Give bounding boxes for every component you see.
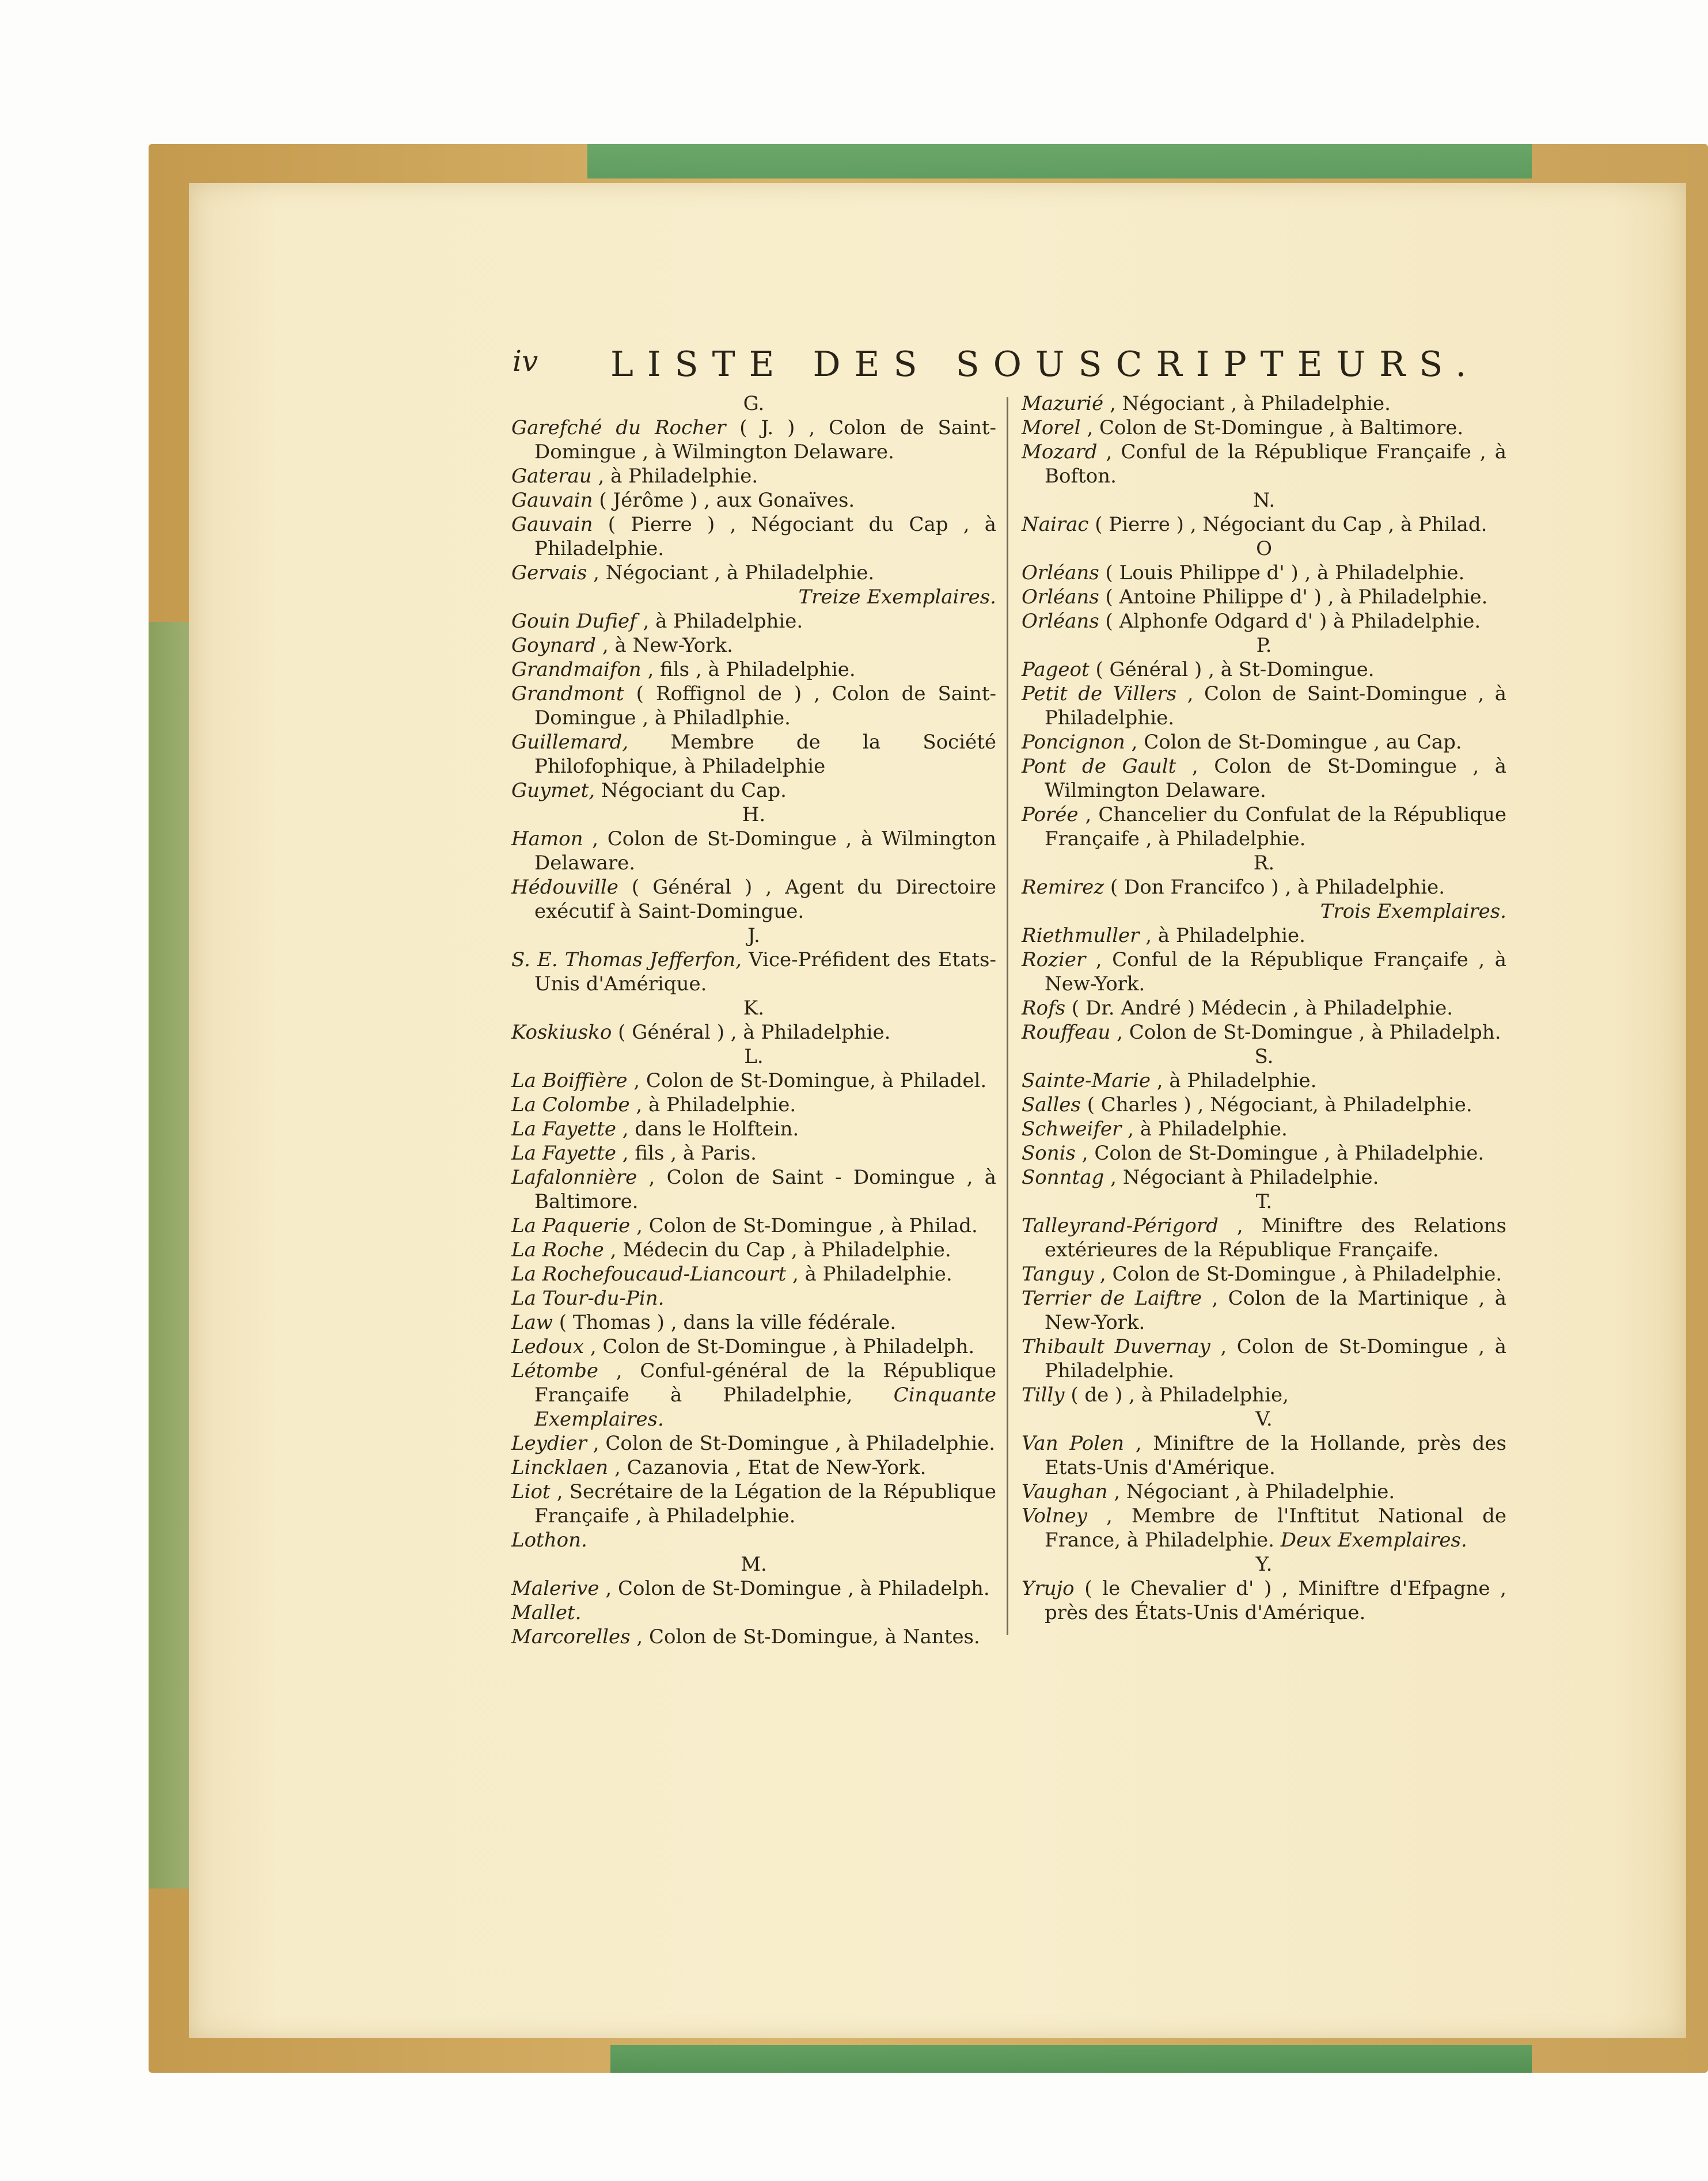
subscriber-name: Mozard [1022, 440, 1098, 463]
subscriber-entry [1022, 1165, 1506, 1190]
subscriber-entry [511, 1262, 996, 1286]
subscriber-details: , Membre de l'Inftitut National de France, à Philadelphie. [1045, 1504, 1506, 1552]
subscriber-details: , à Philadelphie. [636, 610, 803, 633]
subscriber-details: , Conful de la République Françaife , à Bofton. [1045, 440, 1506, 488]
subscriber-details: , Miniftre de la Hollande, près des Etats-Unis d'Amérique. [1045, 1432, 1506, 1479]
subscriber-name: Salles [1022, 1093, 1081, 1116]
subscriber-entry [1022, 996, 1506, 1020]
subscriber-details: ( Général ) , Agent du Directoire exécutif à Saint-Domingue. [534, 876, 996, 923]
subscriber-details: , Secrétaire de la Légation de la République Françaife , à Philadelphie. [534, 1480, 996, 1528]
subscriber-details: , à Philadelphie. [1139, 924, 1305, 947]
subscriber-name: Liot [511, 1480, 551, 1503]
subscriber-entry [511, 1431, 996, 1456]
subscriber-name: La Rochefoucaud-Liancourt [511, 1263, 787, 1286]
subscriber-details: , fils , à Paris. [616, 1142, 757, 1165]
subscriber-name: Hédouville [511, 876, 618, 899]
subscriber-details: , fils , à Philadelphie. [641, 658, 856, 681]
subscriber-name: Gouin Dufief [511, 610, 637, 633]
subscriber-details: ( Thomas ) , dans la ville fédérale. [552, 1311, 897, 1334]
subscriber-entry [511, 1335, 996, 1359]
subscriber-name: Létombe [511, 1359, 598, 1382]
subscriber-details: Négociant du Cap. [595, 779, 787, 802]
subscriber-name: Mazurié [1022, 392, 1104, 415]
subscriber-details: , Colon de St-Domingue , au Cap. [1125, 731, 1462, 754]
subscriber-entry [511, 561, 996, 585]
subscriber-name: Morel [1022, 416, 1081, 439]
subscriber-entry [1022, 1093, 1506, 1117]
subscriber-entry [1022, 875, 1506, 899]
subscriber-entry [511, 1480, 996, 1528]
subscriber-details: , Colon de St-Domingue , à Philad. [630, 1214, 978, 1237]
copies-note: Trois Exemplaires. [1320, 900, 1506, 923]
subscriber-entry [1022, 1020, 1506, 1044]
subscriber-name: Remirez [1022, 876, 1104, 899]
subscriber-details: ( J. ) , Colon de Saint-Domingue , à Wilmington Delaware. [534, 416, 997, 463]
subscriber-name: Sonntag [1022, 1166, 1104, 1189]
subscriber-details: ( Général ) , à Philadelphie. [612, 1021, 891, 1044]
subscriber-name: Marcorelles [511, 1625, 631, 1648]
subscriber-entry [1022, 440, 1506, 488]
section-letter: Y. [1255, 1553, 1273, 1576]
subscriber-name: Pageot [1022, 658, 1090, 681]
section-letter: R. [1253, 852, 1275, 875]
column-divider [1007, 397, 1008, 1635]
subscriber-details: , Colon de St-Domingue , à Philadelphie. [1045, 1335, 1507, 1382]
subscriber-details: , à Philadelphie. [629, 1093, 796, 1116]
page-number: iv [513, 344, 538, 378]
subscriber-name: Volney [1022, 1504, 1088, 1528]
subscriber-name: Pont de Gault [1022, 755, 1176, 778]
copies-note: Treize Exemplaires. [798, 586, 996, 609]
subscriber-details: , à Philadelphie. [1150, 1069, 1317, 1092]
subscriber-details: ( Louis Philippe d' ) , à Philadelphie. [1099, 561, 1465, 584]
subscriber-entry [511, 609, 996, 633]
subscriber-entry [511, 778, 996, 803]
subscriber-entry [1022, 1576, 1506, 1625]
subscriber-details: , Colon de St-Domingue , à Philadelph. [1110, 1021, 1501, 1044]
subscriber-name: Petit de Villers [1022, 682, 1177, 705]
subscriber-details: Vice-Préfident des Etats-Unis d'Amérique. [534, 948, 996, 995]
subscriber-entry [511, 488, 996, 512]
subscriber-entry [1022, 1335, 1506, 1383]
subscriber-name: La Boiffière [511, 1069, 628, 1092]
subscriber-entry [511, 1238, 996, 1262]
copies-note: Cinquante Exemplaires. [534, 1384, 996, 1431]
subscriber-details: , Négociant , à Philadelphie. [1107, 1480, 1395, 1503]
subscriber-entry [1022, 1262, 1506, 1286]
subscriber-name: La Paquerie [511, 1214, 631, 1237]
subscriber-details: , Négociant à Philadelphie. [1104, 1166, 1379, 1189]
subscriber-details: ( Charles ) , Négociant, à Philadelphie. [1080, 1093, 1472, 1116]
subscriber-details: ( Roffignol de ) , Colon de Saint-Domingue , à Philadlphie. [534, 682, 996, 729]
subscriber-details: , Colon de Saint-Domingue , à Philadelphie. [1045, 682, 1506, 729]
subscriber-entry [1022, 1504, 1506, 1552]
subscriber-name: Orléans [1022, 561, 1099, 584]
page-title: LISTE DES SOUSCRIPTEURS. [610, 344, 1481, 385]
copies-note: Deux Exemplaires. [1280, 1529, 1467, 1552]
subscriber-entry [511, 1576, 996, 1601]
subscriber-entry [511, 1117, 996, 1141]
subscriber-name: Lafalonnière [511, 1166, 637, 1189]
subscriber-name: Hamon [511, 827, 583, 850]
subscriber-name: Talleyrand-Périgord [1022, 1214, 1219, 1237]
subscriber-details: , Colon de St-Domingue , à Philadelph. [599, 1577, 990, 1600]
section-letter: V. [1255, 1408, 1273, 1431]
subscriber-details: ( Antoine Philippe d' ) , à Philadelphie. [1099, 586, 1488, 609]
subscriber-details: ( le Chevalier d' ) , Miniftre d'Efpagne , près des États-Unis d'Amérique. [1045, 1577, 1506, 1624]
subscriber-details: ( Général ) , à St-Domingue. [1089, 658, 1375, 681]
subscriber-details: , Colon de St-Domingue , à Baltimore. [1080, 416, 1464, 439]
subscriber-name: Ledoux [511, 1335, 584, 1358]
subscriber-details: ( Alphonfe Odgard d' ) à Philadelphie. [1099, 610, 1481, 633]
subscriber-name: Gervais [511, 561, 587, 584]
section-letter: G. [743, 392, 765, 415]
subscriber-name: La Colombe [511, 1093, 630, 1116]
subscriber-name: Sonis [1022, 1142, 1076, 1165]
subscriber-details: ( Pierre ) , Négociant du Cap , à Philadelphie. [534, 513, 996, 560]
subscriber-entry [511, 875, 996, 924]
subscriber-name: Tilly [1022, 1384, 1065, 1407]
subscriber-name: La Roche [511, 1238, 604, 1262]
section-letter: N. [1252, 489, 1276, 512]
cover-green-edge-bottom [610, 2045, 1532, 2073]
subscriber-entry [1022, 1383, 1506, 1407]
subscriber-details: , à New-York. [596, 634, 733, 657]
subscriber-name: Orléans [1022, 610, 1099, 633]
subscriber-entry [1022, 658, 1506, 682]
subscriber-details: , Négociant , à Philadelphie. [1103, 392, 1391, 415]
subscriber-entry [1022, 803, 1506, 851]
subscriber-details: , Colon de St-Domingue , à Wilmington Delaware. [534, 827, 996, 875]
subscriber-name: Guymet, [511, 779, 595, 802]
section-letter: M. [741, 1553, 767, 1576]
subscriber-entry [1022, 512, 1506, 537]
subscriber-entry [511, 1093, 996, 1117]
subscriber-entry [511, 1359, 996, 1431]
subscriber-entry [1022, 1431, 1506, 1480]
subscriber-details: , Miniftre des Relations extérieures de la République Françaife. [1045, 1214, 1506, 1262]
subscriber-name: Yrujo [1022, 1577, 1075, 1600]
subscriber-details: , Médecin du Cap , à Philadelphie. [604, 1238, 951, 1262]
subscriber-name: Mallet. [511, 1601, 582, 1624]
subscriber-entry [1022, 1286, 1506, 1335]
subscriber-entry [511, 1214, 996, 1238]
subscriber-details: ( Dr. André ) Médecin , à Philadelphie. [1065, 997, 1453, 1020]
subscriber-name: Rouffeau [1022, 1021, 1111, 1044]
subscriber-details: , Colon de St-Domingue , à Wilmington Delaware. [1045, 755, 1506, 802]
subscriber-details: , Chancelier du Confulat de la République Françaife , à Philadelphie. [1045, 803, 1506, 850]
subscriber-details: , Conful-général de la République Françaife à Philadelphie, [534, 1359, 996, 1407]
left-column [511, 392, 996, 1649]
subscriber-name: Riethmuller [1022, 924, 1140, 947]
subscriber-entry [1022, 561, 1506, 585]
subscriber-name: Nairac [1022, 513, 1089, 536]
subscriber-entry [1022, 416, 1506, 440]
subscriber-entry [1022, 924, 1506, 948]
subscriber-name: Guillemard, [511, 731, 629, 754]
subscriber-name: La Fayette [511, 1142, 616, 1165]
section-letter: L. [744, 1045, 764, 1068]
subscriber-name: Leydier [511, 1432, 587, 1455]
subscriber-entry [511, 1601, 996, 1625]
subscriber-details: , à Philadelphie. [591, 465, 758, 488]
subscriber-name: Terrier de Laiftre [1022, 1287, 1202, 1310]
subscriber-entry [511, 1069, 996, 1093]
subscriber-entry [511, 464, 996, 488]
subscriber-details: ( Jérôme ) , aux Gonaïves. [593, 489, 855, 512]
subscriber-name: Grandmaifon [511, 658, 642, 681]
subscriber-entry [1022, 1117, 1506, 1141]
subscriber-details: , Cazanovia , Etat de New-York. [608, 1456, 927, 1479]
page-header [513, 344, 1481, 390]
subscriber-details: , Négociant , à Philadelphie. [587, 561, 875, 584]
subscriber-name: Malerive [511, 1577, 599, 1600]
subscriber-name: Gaterau [511, 465, 592, 488]
right-column [1022, 392, 1506, 1625]
subscriber-details: ( Don Francifco ) , à Philadelphie. [1104, 876, 1445, 899]
section-letter: P. [1256, 634, 1272, 657]
subscriber-name: La Tour-du-Pin. [511, 1287, 665, 1310]
subscriber-details: Membre de la Société Philofophique, à Philadelphie [534, 731, 996, 778]
subscriber-entry [1022, 682, 1506, 730]
subscriber-details: , Colon de St-Domingue , à Philadelphie. [1094, 1263, 1502, 1286]
subscriber-name: Vaughan [1022, 1480, 1108, 1503]
subscriber-entry [1022, 1141, 1506, 1165]
subscriber-entry [511, 1625, 996, 1649]
subscriber-entry [511, 730, 996, 778]
subscriber-entry [511, 682, 996, 730]
subscriber-entry [511, 658, 996, 682]
subscriber-name: Poncignon [1022, 731, 1125, 754]
subscriber-entry [1022, 730, 1506, 754]
subscriber-name: Goynard [511, 634, 597, 657]
subscriber-entry [1022, 1214, 1506, 1262]
subscriber-details: , Colon de St-Domingue , à Philadelph. [584, 1335, 975, 1358]
subscriber-name: Gauvain [511, 513, 593, 536]
subscriber-details: , Colon de Saint - Domingue , à Baltimore. [534, 1166, 996, 1213]
section-letter: J. [747, 924, 760, 947]
subscriber-entry [1022, 948, 1506, 996]
subscriber-name: Rofs [1022, 997, 1066, 1020]
section-letter: K. [743, 997, 765, 1020]
subscriber-details: , Colon de la Martinique , à New-York. [1045, 1287, 1506, 1334]
subscriber-entry [511, 948, 996, 996]
subscriber-name: La Fayette [511, 1118, 616, 1141]
cover-green-edge-top [587, 144, 1532, 178]
subscriber-name: Law [511, 1311, 553, 1334]
subscriber-entry [511, 1286, 996, 1310]
subscriber-details: , à Philadelphie. [786, 1263, 952, 1286]
cover-green-edge-left [149, 622, 189, 1889]
subscriber-name: Lothon. [511, 1529, 587, 1552]
subscriber-details: , Colon de St-Domingue, à Nantes. [630, 1625, 980, 1648]
subscriber-details: , Conful de la République Françaife , à New-York. [1045, 948, 1506, 995]
subscriber-name: Tanguy [1022, 1263, 1094, 1286]
subscriber-details: , Colon de St-Domingue , à Philadelphie. [586, 1432, 996, 1455]
subscriber-entry [1022, 1069, 1506, 1093]
subscriber-entry [1022, 754, 1506, 803]
subscriber-details: , dans le Holftein. [616, 1118, 799, 1141]
subscriber-name: Koskiusko [511, 1021, 612, 1044]
subscriber-entry [511, 1528, 996, 1552]
subscriber-name: Rozier [1022, 948, 1086, 971]
subscriber-entry [511, 827, 996, 875]
subscriber-details: , à Philadelphie. [1121, 1118, 1288, 1141]
subscriber-entry [511, 1456, 996, 1480]
subscriber-details: ( Pierre ) , Négociant du Cap , à Philad. [1088, 513, 1487, 536]
subscriber-name: Orléans [1022, 586, 1099, 609]
section-letter: O [1256, 537, 1272, 560]
subscriber-entry [511, 512, 996, 561]
subscriber-entry [1022, 585, 1506, 609]
subscriber-name: Sainte-Marie [1022, 1069, 1151, 1092]
subscriber-details: , Colon de St-Domingue , à Philadelphie. [1075, 1142, 1485, 1165]
subscriber-entry [1022, 392, 1506, 416]
subscriber-details: ( de ) , à Philadelphie, [1064, 1384, 1289, 1407]
subscriber-name: Lincklaen [511, 1456, 609, 1479]
section-letter: H. [742, 803, 766, 826]
subscriber-name: Van Polen [1022, 1432, 1125, 1455]
subscriber-entry [1022, 609, 1506, 633]
subscriber-entry [511, 416, 996, 464]
subscriber-name: Gauvain [511, 489, 593, 512]
section-letter: S. [1254, 1045, 1274, 1068]
subscriber-details: , Colon de St-Domingue, à Philadel. [627, 1069, 987, 1092]
subscriber-entry [1022, 1480, 1506, 1504]
subscriber-name: Thibault Duvernay [1022, 1335, 1210, 1358]
subscriber-name: Grandmont [511, 682, 624, 705]
subscriber-entry [511, 1141, 996, 1165]
subscriber-entry [511, 1310, 996, 1335]
section-letter: T. [1255, 1190, 1273, 1213]
subscriber-entry [511, 633, 996, 658]
subscriber-name: Garefché du Rocher [511, 416, 726, 439]
subscriber-name: S. E. Thomas Jefferfon, [511, 948, 742, 971]
subscriber-name: Schweifer [1022, 1118, 1122, 1141]
subscriber-name: Porée [1022, 803, 1079, 826]
subscriber-entry [511, 1165, 996, 1214]
subscriber-entry [511, 1020, 996, 1044]
